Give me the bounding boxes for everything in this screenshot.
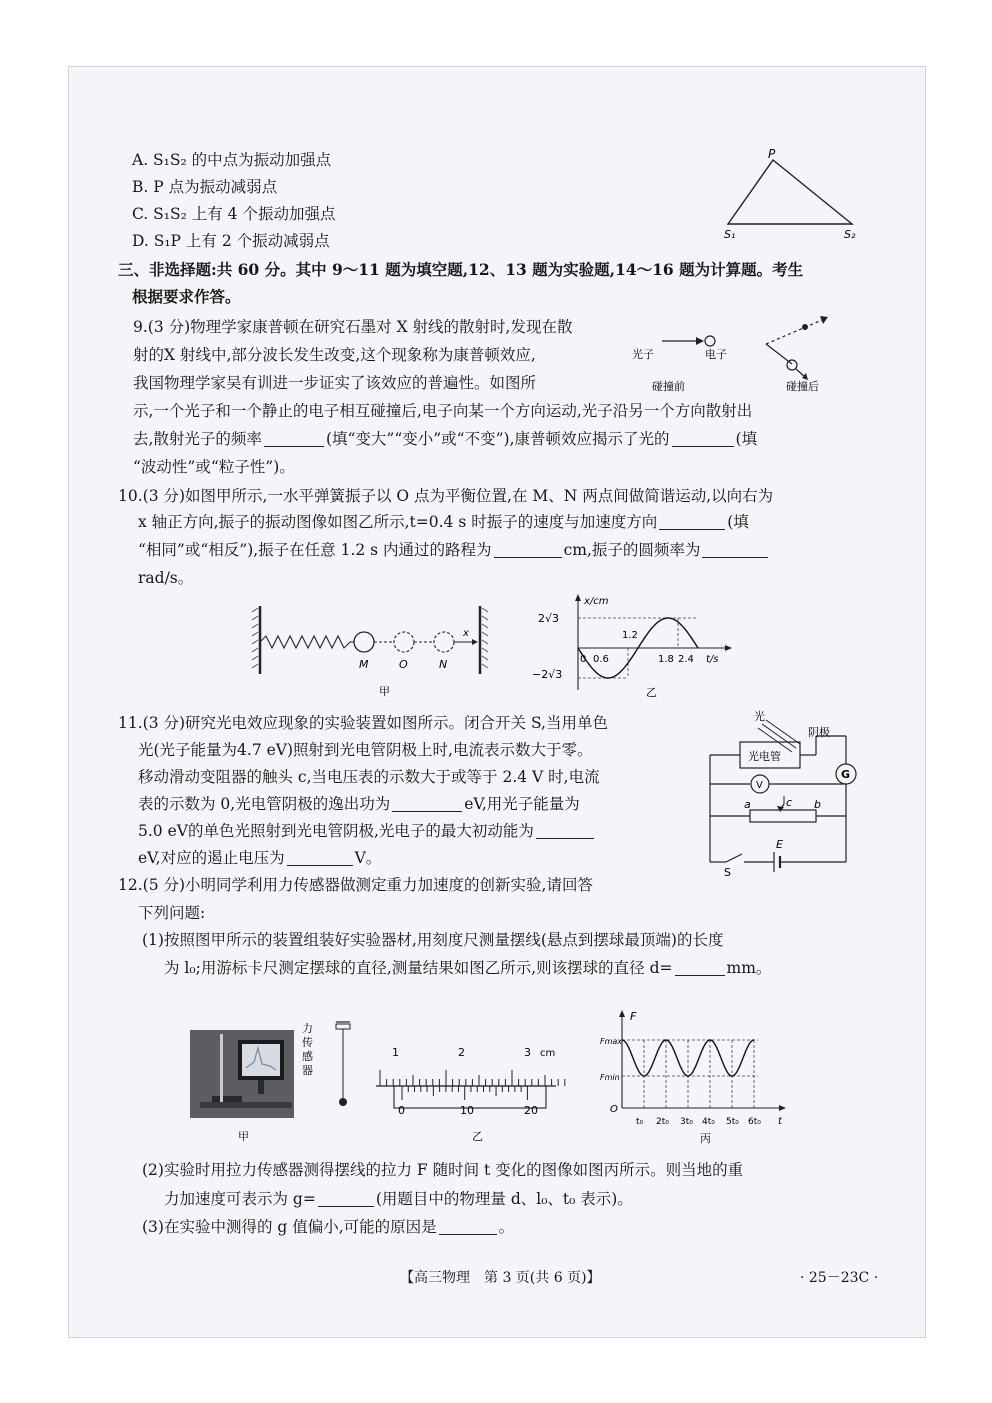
q8-option-c: C. S₁S₂ 上有 4 个振动加强点 <box>132 205 336 223</box>
q9-text: (填 <box>735 430 758 448</box>
q11-blank-3 <box>287 849 353 866</box>
tick-1-2: 1.2 <box>622 630 638 641</box>
tick-1-8: 1.8 <box>658 654 674 665</box>
q10-spring-figure <box>248 604 494 700</box>
q9-blank-1 <box>264 430 324 447</box>
q11-line-2: 光(光子能量为4.7 eV)照射到光电管阴极上时,电流表示数大于零。 <box>138 741 593 759</box>
photon-label: 光子 <box>632 348 654 361</box>
main-scale-unit: cm <box>540 1048 556 1059</box>
q11-line-5 <box>138 820 596 842</box>
galvanometer-label: G <box>841 768 851 781</box>
caption-jia: 甲 <box>379 685 390 698</box>
before-label: 碰撞前 <box>652 380 685 393</box>
tick-6t0: 6t₀ <box>748 1117 761 1127</box>
light-label: 光 <box>754 710 765 723</box>
q10-line-1: 10.(3 分)如图甲所示,一水平弹簧振子以 O 点为平衡位置,在 M、N 两点间做简谐运动,以向右为 <box>118 487 774 505</box>
tick-t0: t₀ <box>636 1117 644 1127</box>
main-scale-1: 1 <box>392 1046 399 1059</box>
caption-bing: 丙 <box>700 1132 711 1145</box>
electron-label: 电子 <box>705 348 727 361</box>
q12-part-1-cont <box>164 957 771 979</box>
q9-blank-2 <box>672 430 734 447</box>
q11-line-3: 移动滑动变阻器的触头 c,当电压表的示数大于或等于 2.4 V 时,电流 <box>138 768 600 786</box>
caption-yi-2: 乙 <box>472 1130 483 1143</box>
q12-part-3 <box>142 1216 514 1238</box>
q11-line-6 <box>138 847 381 869</box>
paper-code: · 25－23C · <box>800 1270 879 1286</box>
sensor-label-3: 感 <box>302 1050 313 1063</box>
label-p: P <box>768 147 776 161</box>
q10-text: x 轴正方向,振子的振动图像如图乙所示,t=0.4 s 时振子的速度与加速度方向 <box>138 513 658 531</box>
sensor-label-4: 器 <box>302 1064 313 1077</box>
q12-text: 。 <box>498 1218 515 1236</box>
label-s1: S₁ <box>724 228 736 241</box>
section-3-heading-cont: 根据要求作答。 <box>132 287 241 306</box>
q11-blank-2 <box>536 822 594 839</box>
tick-2-4: 2.4 <box>678 654 694 665</box>
tick-2t0: 2t₀ <box>656 1117 669 1127</box>
q8-option-a: A. S₁S₂ 的中点为振动加强点 <box>132 151 332 169</box>
x-axis-label: x <box>463 628 469 639</box>
q12-apparatus-photo <box>186 1018 356 1144</box>
q12-blank-1 <box>675 959 725 976</box>
voltmeter-label: V <box>756 780 763 791</box>
label-e: E <box>776 838 783 851</box>
label-n: N <box>439 658 448 671</box>
vernier-20: 20 <box>524 1104 538 1117</box>
q9-line-4: 示,一个光子和一个静止的电子相互碰撞后,电子向某一个方向运动,光子沿另一个方向散射出 <box>133 402 753 420</box>
q12-text: (3)在实验中测得的 g 值偏小,可能的原因是 <box>142 1218 437 1236</box>
page-footer: 【高三物理 第 3 页(共 6 页)】 <box>400 1270 601 1286</box>
q9-line-1: 9.(3 分)物理学家康普顿在研究石墨对 X 射线的散射时,发现在散 <box>133 318 573 336</box>
q12-line-2: 下列问题: <box>138 904 206 922</box>
q10-text: “相同”或“相反”),振子在任意 1.2 s 内通过的路程为 <box>138 541 492 559</box>
ylabel: x/cm <box>584 596 609 607</box>
q10-line-4: rad/s。 <box>138 569 194 587</box>
xlabel: t/s <box>706 654 719 665</box>
label-s2: S₂ <box>844 228 856 241</box>
q9-line-3: 我国物理学家吴有训进一步证实了该效应的普遍性。如图所 <box>133 374 537 392</box>
q11-text: eV,用光子能量为 <box>464 795 580 813</box>
after-label: 碰撞后 <box>786 380 819 393</box>
q12-text: 力加速度可表示为 g= <box>164 1190 316 1208</box>
q10-text: (填 <box>727 513 749 531</box>
q11-text: V。 <box>354 849 382 867</box>
q12-blank-3 <box>439 1218 497 1235</box>
q10-text: cm,振子的圆频率为 <box>563 541 701 559</box>
q12-text: 为 l₀;用游标卡尺测定摆球的直径,测量结果如图乙所示,则该摆球的直径 d= <box>164 959 673 977</box>
q12-vernier-caliper <box>368 1040 568 1144</box>
q9-text: 去,散射光子的频率 <box>133 430 262 448</box>
q12-force-graph <box>596 1008 792 1146</box>
caption-jia-2: 甲 <box>238 1130 249 1143</box>
label-o: O <box>399 658 408 671</box>
q8-option-d: D. S₁P 上有 2 个振动减弱点 <box>132 232 330 250</box>
q9-line-5 <box>133 428 757 450</box>
vernier-0: 0 <box>398 1104 405 1117</box>
q8-triangle-figure <box>718 146 868 242</box>
fmin-label: Fmin <box>600 1073 620 1082</box>
q10-blank-1 <box>659 513 725 530</box>
q10-line-2 <box>138 511 749 533</box>
label-c: c <box>786 796 793 809</box>
ytop-label: 2√3 <box>538 612 560 625</box>
q12-blank-2 <box>318 1190 374 1207</box>
tick-4t0: 4t₀ <box>702 1117 715 1127</box>
q12-text: mm。 <box>726 959 772 977</box>
q9-line-2: 射的X 射线中,部分波长发生改变,这个现象称为康普顿效应, <box>133 346 536 364</box>
fmax-label: Fmax <box>600 1037 623 1046</box>
section-3-heading: 三、非选择题:共 60 分。其中 9～11 题为填空题,12、13 题为实验题,14～16 题为计算题。考生 <box>118 260 804 279</box>
f-label: F <box>630 1010 637 1023</box>
q9-text: (填“变大”“变小”或“不变”),康普顿效应揭示了光的 <box>325 430 670 448</box>
label-m: M <box>359 658 369 671</box>
ybottom-label: −2√3 <box>532 668 563 681</box>
q12-line-1: 12.(5 分)小明同学利用力传感器做测定重力加速度的创新实验,请回答 <box>118 876 593 894</box>
sensor-label-2: 传 <box>302 1036 313 1049</box>
q9-line-6: “波动性”或“粒子性”)。 <box>133 458 295 476</box>
tick-3t0: 3t₀ <box>680 1117 693 1127</box>
tube-label: 光电管 <box>748 750 781 763</box>
main-scale-3: 3 <box>524 1046 531 1059</box>
q12-text: (用题目中的物理量 d、l₀、t₀ 表示)。 <box>375 1190 633 1208</box>
q10-line-3 <box>138 539 770 561</box>
caption-yi: 乙 <box>646 686 657 699</box>
origin-label: 0 <box>580 654 587 665</box>
q10-blank-2 <box>494 541 562 558</box>
q11-circuit-figure <box>700 706 862 878</box>
q12-part-2: (2)实验时用拉力传感器测得摆线的拉力 F 随时间 t 变化的图像如图丙所示。则当地的重 <box>142 1161 744 1179</box>
vernier-10: 10 <box>460 1104 474 1117</box>
sensor-label-1: 力 <box>302 1022 313 1035</box>
cathode-label: 阴极 <box>808 726 830 739</box>
q11-text: eV,对应的遏止电压为 <box>138 849 285 867</box>
q8-option-b: B. P 点为振动减弱点 <box>132 178 278 196</box>
q11-blank-1 <box>392 795 462 812</box>
label-a: a <box>744 798 751 811</box>
main-scale-2: 2 <box>458 1046 465 1059</box>
exam-page <box>68 66 926 1338</box>
q12-part-1: (1)按照图甲所示的装置组装好实验器材,用刻度尺测量摆线(悬点到摆球最顶端)的长度 <box>142 931 724 949</box>
tick-0-6: 0.6 <box>593 654 609 665</box>
q10-vibration-graph <box>530 592 740 700</box>
q9-compton-figure <box>622 306 854 396</box>
origin-o: O <box>610 1104 618 1115</box>
q11-line-1: 11.(3 分)研究光电效应现象的实验装置如图所示。闭合开关 S,当用单色 <box>118 714 608 732</box>
label-s: S <box>724 866 731 878</box>
t-label: t <box>778 1116 782 1127</box>
tick-5t0: 5t₀ <box>726 1117 739 1127</box>
label-b: b <box>814 798 821 811</box>
q12-part-2-cont <box>164 1188 633 1210</box>
q11-line-4 <box>138 793 580 815</box>
q11-text: 表的示数为 0,光电管阴极的逸出功为 <box>138 795 391 813</box>
q11-text: 5.0 eV的单色光照射到光电管阴极,光电子的最大初动能为 <box>138 822 534 840</box>
q10-blank-3 <box>702 541 768 558</box>
